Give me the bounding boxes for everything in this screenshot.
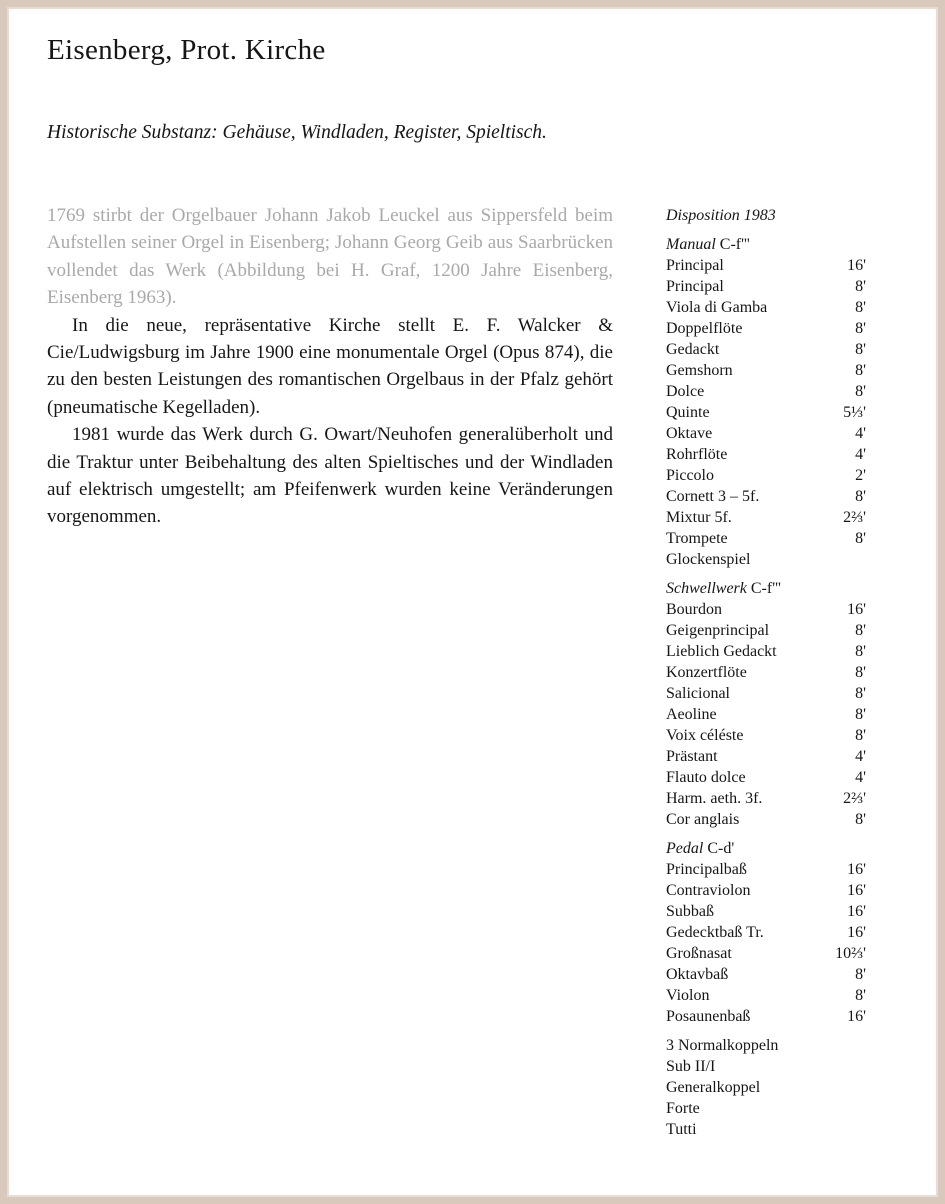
paragraph-history: 1769 stirbt der Orgelbauer Johann Jakob Leuckel aus Sippersfeld beim Aufstellen seiner Orgel in Eisenberg; Johann Georg Geib aus Saarbrücken vollendet das Werk (Abbildung bei H. Graf, 1200 Jahre Eisenberg, Eisenberg 1963). bbox=[47, 205, 613, 309]
stop-pitch: 8' bbox=[855, 811, 866, 828]
stop-name: Contraviolon bbox=[666, 882, 751, 899]
stop-row bbox=[666, 901, 866, 922]
stop-row bbox=[666, 599, 866, 620]
stop-name: Rohrflöte bbox=[666, 446, 728, 463]
stop-name: Aeoline bbox=[666, 706, 717, 723]
stop-name: Oktavbaß bbox=[666, 966, 729, 983]
stop-pitch: 8' bbox=[855, 530, 866, 547]
stop-row bbox=[666, 465, 866, 486]
stop-name: Piccolo bbox=[666, 467, 714, 484]
stop-name: Trompete bbox=[666, 530, 728, 547]
stop-row bbox=[666, 809, 866, 830]
stop-pitch: 8' bbox=[855, 685, 866, 702]
stop-pitch: 8' bbox=[855, 706, 866, 723]
stop-row bbox=[666, 725, 866, 746]
stop-row bbox=[666, 859, 866, 880]
manual-name: Manual bbox=[666, 236, 716, 253]
stop-pitch: 4' bbox=[855, 446, 866, 463]
stop-name: Voix céléste bbox=[666, 727, 744, 744]
stop-row bbox=[666, 964, 866, 985]
stop-name: Großnasat bbox=[666, 945, 732, 962]
pedal-section bbox=[666, 838, 866, 1027]
stop-row bbox=[666, 943, 866, 964]
stop-name: Subbaß bbox=[666, 903, 714, 920]
pedal-range: C-d' bbox=[707, 840, 735, 857]
stop-pitch: 8' bbox=[855, 383, 866, 400]
coupler-item: Forte bbox=[666, 1100, 700, 1117]
stop-row bbox=[666, 641, 866, 662]
coupler-item: Sub II/I bbox=[666, 1058, 716, 1075]
disposition-title: Disposition 1983 bbox=[666, 207, 776, 224]
stop-row bbox=[666, 402, 866, 423]
stop-name: Lieblich Gedackt bbox=[666, 643, 777, 660]
stop-pitch: 16' bbox=[847, 924, 866, 941]
stop-name: Principalbaß bbox=[666, 861, 747, 878]
stop-name: Principal bbox=[666, 278, 724, 295]
couplers-list bbox=[666, 1035, 866, 1140]
stop-pitch: 4' bbox=[855, 769, 866, 786]
stop-name: Konzertflöte bbox=[666, 664, 747, 681]
stop-pitch: 16' bbox=[847, 601, 866, 618]
stop-row bbox=[666, 528, 866, 549]
paragraph-walcker: In die neue, repräsentative Kirche stellt E. F. Walcker & Cie/Ludwigsburg im Jahre 1900 eine monumentale Orgel (Opus 874), die zu den besten Leistungen des romantischen Orgelbaus in der Pfalz gehört (pneumatische Kegelladen). bbox=[47, 314, 613, 418]
pedal-stop-list bbox=[666, 859, 866, 1027]
stop-name: Bourdon bbox=[666, 601, 722, 618]
page-title: Eisenberg, Prot. Kirche bbox=[47, 34, 326, 66]
schwellwerk-section bbox=[666, 578, 866, 830]
stop-pitch: 8' bbox=[855, 362, 866, 379]
stop-row bbox=[666, 549, 866, 570]
stop-row bbox=[666, 381, 866, 402]
stop-name: Mixtur 5f. bbox=[666, 509, 732, 526]
stop-name: Viola di Gamba bbox=[666, 299, 768, 316]
stop-name: Glockenspiel bbox=[666, 551, 751, 568]
stop-row bbox=[666, 880, 866, 901]
stop-name: Harm. aeth. 3f. bbox=[666, 790, 763, 807]
stop-name: Prästant bbox=[666, 748, 718, 765]
stop-pitch: 8' bbox=[855, 643, 866, 660]
stop-pitch: 16' bbox=[847, 257, 866, 274]
stop-pitch: 2' bbox=[855, 467, 866, 484]
stop-name: Quinte bbox=[666, 404, 710, 421]
stop-row bbox=[666, 1006, 866, 1027]
stop-pitch: 8' bbox=[855, 664, 866, 681]
stop-name: Oktave bbox=[666, 425, 713, 442]
stop-pitch: 4' bbox=[855, 425, 866, 442]
pedal-name: Pedal bbox=[666, 840, 704, 857]
document-page bbox=[12, 12, 933, 1192]
stop-pitch: 8' bbox=[855, 987, 866, 1004]
manual-header bbox=[666, 234, 866, 255]
stop-pitch: 16' bbox=[847, 1008, 866, 1025]
stop-pitch: 8' bbox=[855, 299, 866, 316]
stop-pitch: 8' bbox=[855, 966, 866, 983]
stop-row bbox=[666, 620, 866, 641]
manual-range: C-f''' bbox=[719, 236, 750, 253]
stop-name: Flauto dolce bbox=[666, 769, 746, 786]
stop-row bbox=[666, 507, 866, 528]
stop-pitch: 5⅓' bbox=[843, 404, 866, 421]
stop-pitch: 8' bbox=[855, 727, 866, 744]
stop-name: Violon bbox=[666, 987, 710, 1004]
stop-row bbox=[666, 423, 866, 444]
schwellwerk-stop-list bbox=[666, 599, 866, 830]
stop-row bbox=[666, 662, 866, 683]
stop-pitch: 8' bbox=[855, 341, 866, 358]
stop-name: Posaunenbaß bbox=[666, 1008, 751, 1025]
paragraph-restoration: 1981 wurde das Werk durch G. Owart/Neuhofen generalüberholt und die Traktur unter Beibehaltung des alten Spieltisches und der Windladen auf elektrisch umgestellt; am Pfeifenwerk wurden keine Veränderungen vorgenommen. bbox=[47, 424, 613, 528]
stop-pitch: 8' bbox=[855, 278, 866, 295]
stop-row bbox=[666, 444, 866, 465]
schwellwerk-range: C-f''' bbox=[750, 580, 781, 597]
body-text bbox=[47, 202, 613, 531]
stop-row bbox=[666, 788, 866, 809]
disposition-table bbox=[666, 205, 866, 1140]
stop-row bbox=[666, 683, 866, 704]
stop-pitch: 8' bbox=[855, 320, 866, 337]
stop-row bbox=[666, 704, 866, 725]
historical-substance-note: Historische Substanz: Gehäuse, Windladen, Register, Spieltisch. bbox=[47, 122, 547, 143]
stop-name: Doppelflöte bbox=[666, 320, 743, 337]
stop-row bbox=[666, 297, 866, 318]
stop-pitch: 16' bbox=[847, 861, 866, 878]
stop-row bbox=[666, 746, 866, 767]
stop-pitch: 8' bbox=[855, 488, 866, 505]
coupler-item: 3 Normalkoppeln bbox=[666, 1037, 779, 1054]
stop-row bbox=[666, 276, 866, 297]
pedal-header bbox=[666, 838, 866, 859]
stop-row bbox=[666, 486, 866, 507]
stop-name: Geigenprincipal bbox=[666, 622, 770, 639]
coupler-item: Tutti bbox=[666, 1121, 697, 1138]
schwellwerk-header bbox=[666, 578, 866, 599]
stop-row bbox=[666, 255, 866, 276]
stop-pitch: 16' bbox=[847, 903, 866, 920]
stop-row bbox=[666, 339, 866, 360]
stop-name: Dolce bbox=[666, 383, 705, 400]
schwellwerk-name: Schwellwerk bbox=[666, 580, 747, 597]
stop-name: Gedackt bbox=[666, 341, 720, 358]
stop-name: Gemshorn bbox=[666, 362, 733, 379]
stop-pitch: 2⅔' bbox=[843, 509, 866, 526]
stop-name: Cor anglais bbox=[666, 811, 740, 828]
stop-name: Cornett 3 – 5f. bbox=[666, 488, 760, 505]
stop-name: Salicional bbox=[666, 685, 730, 702]
stop-row bbox=[666, 318, 866, 339]
coupler-item: Generalkoppel bbox=[666, 1079, 761, 1096]
stop-row bbox=[666, 985, 866, 1006]
stop-row bbox=[666, 360, 866, 381]
stop-name: Gedecktbaß Tr. bbox=[666, 924, 764, 941]
stop-pitch: 10⅔' bbox=[835, 945, 866, 962]
stop-pitch: 8' bbox=[855, 622, 866, 639]
manual-stop-list bbox=[666, 255, 866, 570]
stop-pitch: 2⅔' bbox=[843, 790, 866, 807]
manual-section bbox=[666, 234, 866, 570]
stop-row bbox=[666, 767, 866, 788]
stop-pitch: 4' bbox=[855, 748, 866, 765]
stop-pitch: 16' bbox=[847, 882, 866, 899]
stop-name: Principal bbox=[666, 257, 724, 274]
stop-row bbox=[666, 922, 866, 943]
